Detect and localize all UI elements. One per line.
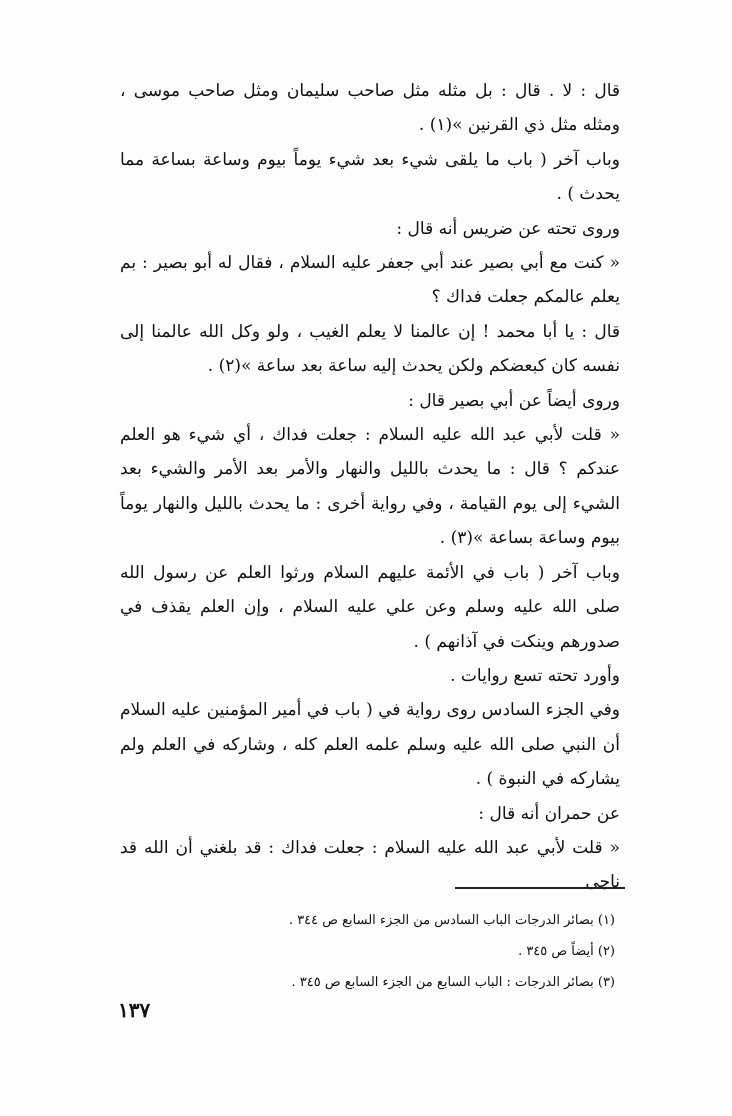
paragraph-11: عن حمران أنه قال :: [478, 803, 620, 824]
paragraph-7: « قلت لأبي عبد الله عليه السلام : جعلت فداك ، أي شيء هو العلم عندكم ؟ قال : ما يحدث بالليل والنهار والأمر بعد الأمر والشيء بعد الشيء إلى يوم القيامة ، وفي رواية أخرى : ما يحدث بالليل والنهار يوماً بيوم وساعة بساعة »(٣) .: [120, 425, 620, 549]
footnote-divider: [455, 887, 625, 889]
footnotes: [160, 905, 615, 998]
main-text: [120, 74, 620, 900]
paragraph-9: وأورد تحته تسع روايات .: [450, 665, 620, 686]
paragraph-8: وباب آخر ( باب في الأئمة عليهم السلام ورثوا العلم عن رسول الله صلى الله عليه وسلم وعن علي عليه السلام ، وإن العلم يقذف في صدورهم وينكت في آذانهم ) .: [120, 562, 620, 652]
paragraph-5: قال : يا أبا محمد ! إن عالمنا لا يعلم الغيب ، ولو وكل الله عالمنا إلى نفسه كان كبعضكم ولكن يحدث إليه ساعة بعد ساعة »(٢) .: [120, 321, 620, 377]
paragraph-6: وروى أيضاً عن أبي بصير قال :: [408, 390, 620, 411]
footnote-2: (٢) أيضاً ص ٣٤٥ .: [518, 944, 615, 959]
page-number: ١٣٧: [118, 998, 151, 1022]
paragraph-10: وفي الجزء السادس روى رواية في ( باب في أمير المؤمنين عليه السلام أن النبي صلى الله عليه وسلم علمه العلم كله ، وشاركه في العلم ولم يشاركه في النبوة ) .: [120, 700, 620, 790]
paragraph-1: قال : لا . قال : بل مثله مثل صاحب سليمان ومثل صاحب موسى ، ومثله مثل ذي القرنين »(١) .: [120, 81, 620, 136]
footnote-3: (٣) بصائر الدرجات : الباب السابع من الجزء السابع ص ٣٤٥ .: [291, 975, 615, 990]
footnote-1: (١) بصائر الدرجات الباب السادس من الجزء السابع ص ٣٤٤ .: [288, 913, 615, 928]
paragraph-12: « قلت لأبي عبد الله عليه السلام : جعلت فداك : قد بلغني أن الله قد ناجى: [120, 837, 620, 893]
paragraph-3: وروى تحته عن ضريس أنه قال :: [396, 218, 620, 239]
paragraph-4: « كنت مع أبي بصير عند أبي جعفر عليه السلام ، فقال له أبو بصير : بم يعلم عالمكم جعلت فداك ؟: [120, 253, 620, 308]
paragraph-2: وباب آخر ( باب ما يلقى شيء بعد شيء يوماً بيوم وساعة بساعة مما يحدث ) .: [120, 149, 620, 205]
